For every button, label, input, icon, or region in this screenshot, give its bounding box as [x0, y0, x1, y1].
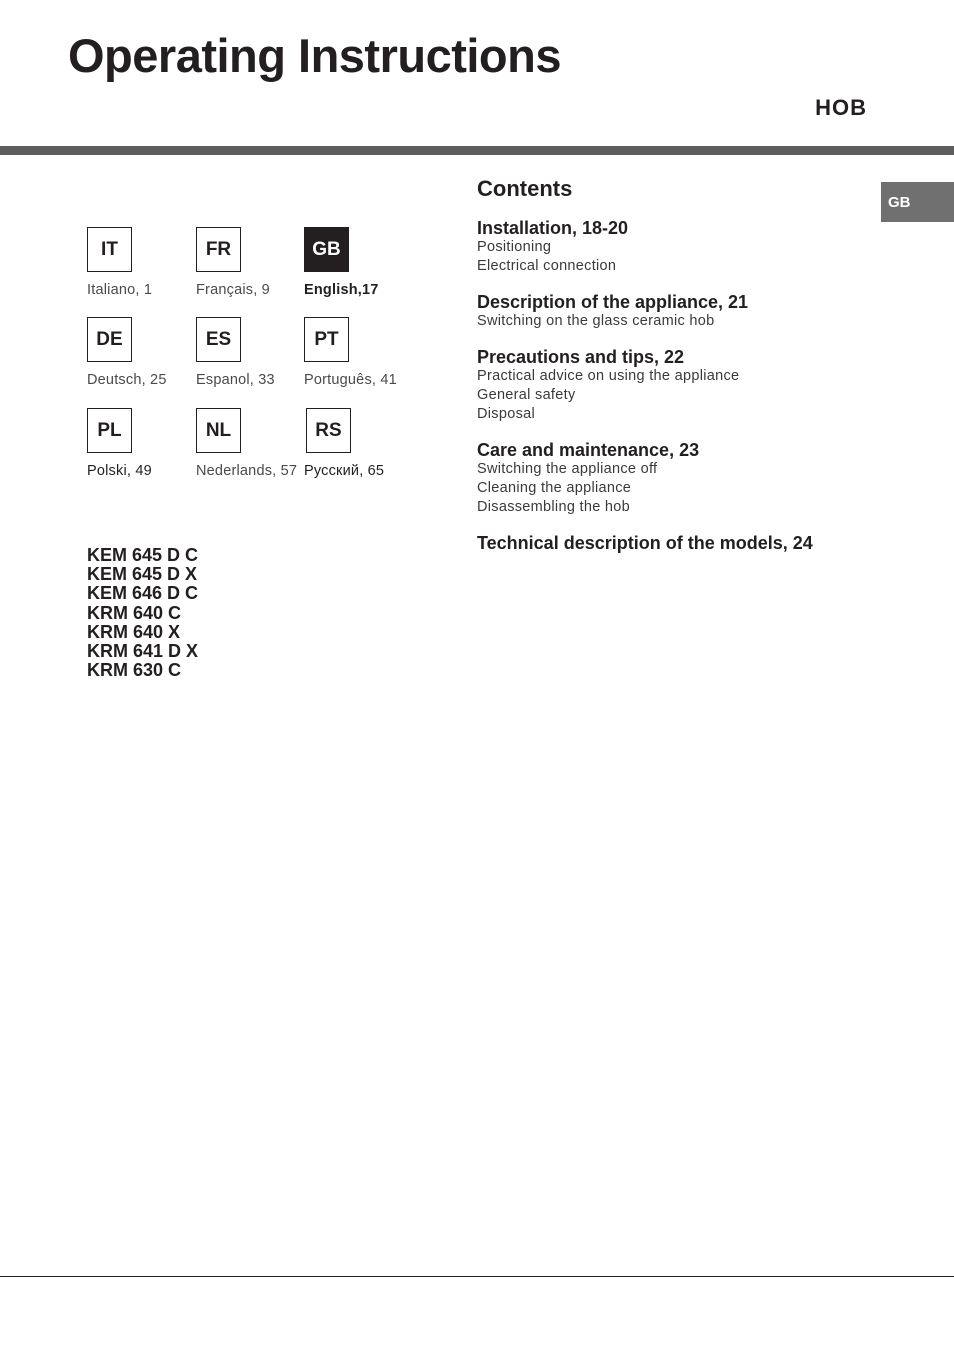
header-divider	[0, 146, 954, 155]
language-label: Português, 41	[304, 372, 397, 388]
language-label: Espanol, 33	[196, 372, 275, 388]
language-label-active: English,17	[304, 282, 379, 298]
footer-divider	[0, 1276, 954, 1277]
language-code-box: RS	[306, 408, 351, 453]
language-item-nl[interactable]	[196, 408, 301, 479]
table-of-contents	[477, 176, 877, 569]
language-code-box: PL	[87, 408, 132, 453]
language-label: Nederlands, 57	[196, 463, 298, 479]
model-name: KEM 646 D C	[87, 583, 199, 604]
contents-section-precautions	[477, 347, 877, 424]
contents-item[interactable]: Positioning	[477, 239, 552, 255]
contents-item[interactable]: Switching on the glass ceramic hob	[477, 313, 715, 329]
language-label: Polski, 49	[87, 463, 152, 479]
contents-item[interactable]: Disposal	[477, 406, 536, 422]
contents-item[interactable]: Practical advice on using the appliance	[477, 368, 740, 384]
product-type: HOB	[815, 95, 867, 120]
language-side-tab: GB	[881, 182, 954, 222]
contents-section-title[interactable]: Technical description of the models, 24	[477, 533, 813, 553]
language-code-box: ES	[196, 317, 241, 362]
model-list	[87, 546, 198, 680]
model-name: KRM 640 X	[87, 621, 181, 642]
contents-section-title[interactable]: Care and maintenance, 23	[477, 440, 700, 460]
language-item-fr[interactable]	[196, 227, 301, 298]
contents-heading: Contents	[477, 176, 573, 201]
language-code-box: IT	[87, 227, 132, 272]
contents-section-title[interactable]: Installation, 18-20	[477, 218, 629, 238]
contents-item[interactable]: General safety	[477, 387, 576, 403]
contents-item[interactable]: Switching the appliance off	[477, 461, 658, 477]
language-label: Français, 9	[196, 282, 270, 298]
model-name: KRM 640 C	[87, 602, 182, 623]
language-code-box: NL	[196, 408, 241, 453]
page-title: Operating Instructions	[68, 29, 561, 82]
model-name: KRM 641 D X	[87, 641, 199, 662]
model-name: KEM 645 D C	[87, 545, 199, 565]
model-name: KEM 645 D X	[87, 564, 198, 585]
contents-section-title[interactable]: Precautions and tips, 22	[477, 347, 685, 367]
language-item-gb[interactable]	[304, 227, 409, 298]
contents-item[interactable]: Cleaning the appliance	[477, 480, 632, 496]
language-label: Русский, 65	[304, 463, 385, 479]
language-item-de[interactable]	[87, 317, 192, 388]
language-item-pl[interactable]	[87, 408, 192, 479]
language-code-box: DE	[87, 317, 132, 362]
language-item-it[interactable]	[87, 227, 192, 298]
contents-section-installation	[477, 218, 877, 276]
language-label: Italiano, 1	[87, 282, 153, 298]
contents-section-title[interactable]: Description of the appliance, 21	[477, 292, 749, 312]
language-code-box: FR	[196, 227, 241, 272]
contents-item[interactable]: Disassembling the hob	[477, 499, 630, 515]
language-item-rs[interactable]	[304, 408, 409, 479]
contents-item[interactable]: Electrical connection	[477, 258, 617, 274]
language-item-pt[interactable]	[304, 317, 409, 388]
language-code-box-active: GB	[304, 227, 349, 272]
model-name: KRM 630 C	[87, 660, 182, 681]
language-code-box: PT	[304, 317, 349, 362]
language-item-es[interactable]	[196, 317, 301, 388]
contents-section-description	[477, 292, 877, 331]
language-label: Deutsch, 25	[87, 372, 167, 388]
contents-section-technical	[477, 533, 877, 553]
contents-section-care	[477, 440, 877, 517]
